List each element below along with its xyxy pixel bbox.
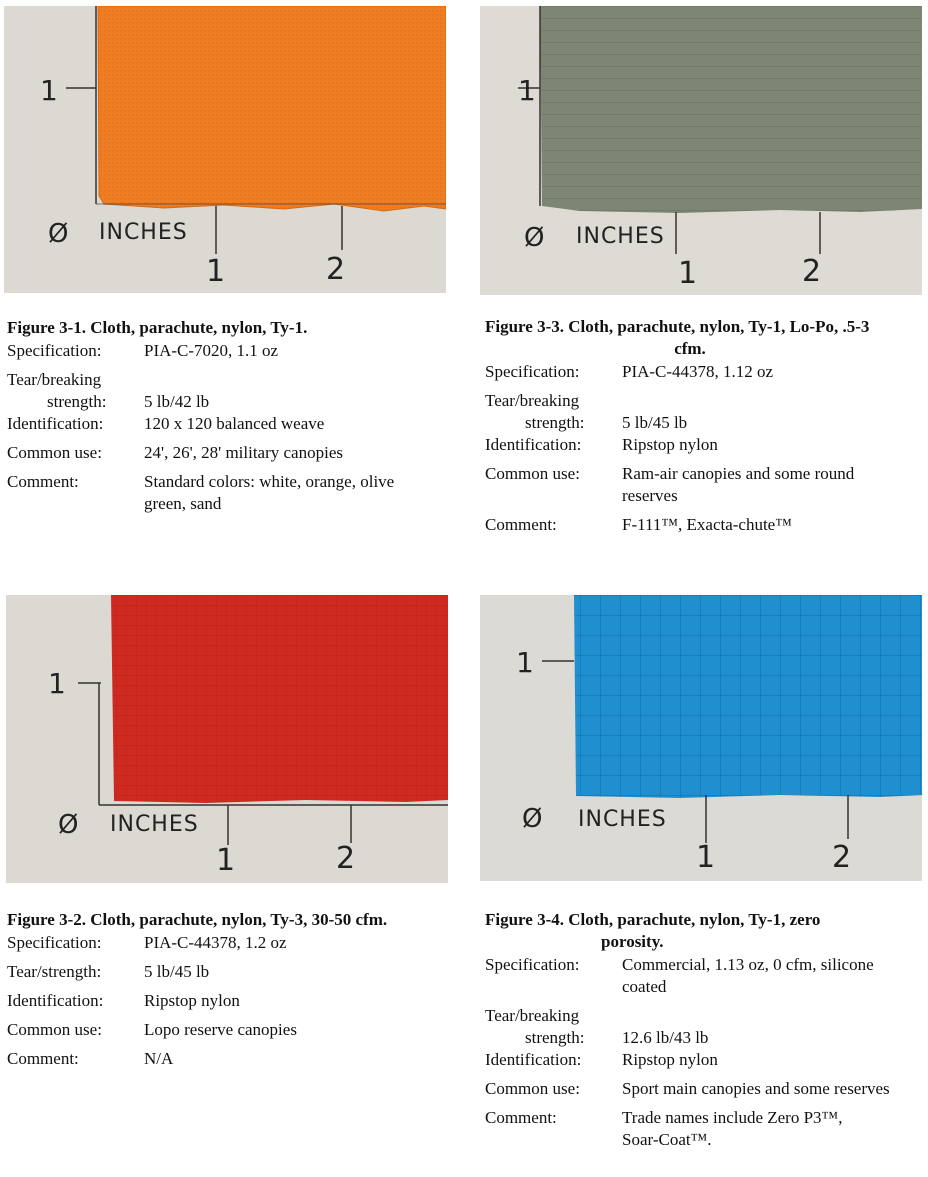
row-value: 12.6 lb/43 lb [622, 1028, 709, 1047]
scale-side-one: 1 [40, 74, 58, 107]
row-value: N/A [144, 1049, 174, 1068]
scale-unit: INCHES [110, 812, 199, 837]
scale-two: 2 [326, 252, 346, 287]
scale-zero: Ø [58, 810, 79, 840]
fabric-photo-3-1-svg [4, 6, 446, 293]
scale-zero: Ø [522, 804, 543, 834]
spec-row-strength [7, 961, 447, 983]
row-value: Lopo reserve canopies [144, 1020, 297, 1039]
scale-zero: Ø [524, 223, 545, 253]
row-value: 5 lb/45 lb [144, 962, 210, 981]
row-value: Ripstop nylon [622, 435, 718, 454]
spec-row-comment [7, 471, 447, 515]
row-label: Common use: [7, 443, 102, 462]
fabric-photo-3-2 [6, 595, 448, 883]
fabric-swatch [111, 595, 448, 803]
spec-row-identification [485, 1049, 925, 1071]
scale-one: 1 [678, 256, 698, 291]
fabric-photo-3-1 [4, 6, 446, 293]
row-label: Identification: [485, 1050, 582, 1069]
spec-row-identification [7, 990, 447, 1012]
spec-row-common-use [7, 442, 447, 464]
figure-title [485, 316, 925, 360]
scale-unit: INCHES [578, 807, 667, 832]
spec-row-specification [485, 361, 925, 383]
figure-title-line2: cfm. [674, 339, 706, 358]
row-value: Standard colors: white, orange, olive green, sand [144, 472, 395, 513]
row-label: Comment: [7, 1049, 79, 1068]
row-value: Ripstop nylon [622, 1050, 718, 1069]
scale-zero: Ø [48, 219, 69, 249]
row-value: 5 lb/42 lb [144, 392, 210, 411]
row-label-line2: strength: [525, 413, 585, 432]
row-value: Trade names include Zero P3™, Soar-Coat™. [622, 1108, 843, 1149]
figure-title: Figure 3-1. Cloth, parachute, nylon, Ty-1. [7, 318, 308, 337]
row-label-line1: Tear/breaking [485, 391, 580, 410]
fabric-photo-3-3 [480, 6, 922, 295]
row-label-line2: strength: [525, 1028, 585, 1047]
scale-side-one: 1 [518, 74, 536, 107]
row-value: F-111™, Exacta-chute™ [622, 515, 792, 534]
figure-title-line1: Figure 3-3. Cloth, parachute, nylon, Ty-1, Lo-Po, .5-3 [485, 317, 870, 336]
row-label: Specification: [7, 933, 102, 952]
fabric-photo-3-2-svg [6, 595, 448, 883]
fabric-swatch [540, 6, 922, 213]
row-value: Sport main canopies and some reserves [622, 1079, 890, 1098]
scale-two: 2 [802, 254, 822, 289]
spec-row-specification [485, 954, 925, 998]
spec-row-identification [485, 434, 925, 456]
row-label [485, 1005, 622, 1049]
spec-row-identification [7, 413, 447, 435]
row-value: 5 lb/45 lb [622, 413, 688, 432]
row-label: Comment: [7, 472, 79, 491]
row-label: Comment: [485, 1108, 557, 1127]
row-value: Ripstop nylon [144, 991, 240, 1010]
row-label-line2: strength: [47, 392, 107, 411]
spec-row-specification [7, 340, 447, 362]
figure-title-line2: porosity. [601, 932, 664, 951]
scale-one: 1 [696, 840, 716, 875]
spec-row-strength [7, 369, 447, 413]
row-value: Ram-air canopies and some round reserves [622, 464, 855, 505]
row-value: PIA-C-44378, 1.12 oz [622, 362, 774, 381]
row-label-line1: Tear/breaking [485, 1006, 580, 1025]
scale-side-one: 1 [48, 667, 66, 700]
row-label [485, 390, 622, 434]
scale-unit: INCHES [576, 224, 665, 249]
scale-two: 2 [832, 840, 852, 875]
row-label: Comment: [485, 515, 557, 534]
figure-title: Figure 3-2. Cloth, parachute, nylon, Ty-3, 30-50 cfm. [7, 910, 388, 929]
spec-row-comment [485, 514, 925, 536]
row-value: Commercial, 1.13 oz, 0 cfm, silicone coated [622, 955, 874, 996]
row-value: 120 x 120 balanced weave [144, 414, 325, 433]
spec-row-comment [7, 1048, 447, 1070]
figure-title [485, 909, 925, 953]
row-label: Common use: [485, 1079, 580, 1098]
row-label: Specification: [7, 341, 102, 360]
row-value: 24', 26', 28' military canopies [144, 443, 343, 462]
fabric-photo-3-4-svg [480, 595, 922, 881]
row-label: Identification: [7, 991, 104, 1010]
caption-3-1 [7, 317, 447, 522]
row-label: Specification: [485, 362, 580, 381]
row-value: PIA-C-44378, 1.2 oz [144, 933, 287, 952]
spec-row-specification [7, 932, 447, 954]
spec-row-strength [485, 390, 925, 434]
spec-row-common-use [485, 463, 925, 507]
row-label [7, 369, 144, 413]
row-label: Common use: [7, 1020, 102, 1039]
spec-row-strength [485, 1005, 925, 1049]
row-label: Specification: [485, 955, 580, 974]
row-label: Identification: [485, 435, 582, 454]
row-label: Common use: [485, 464, 580, 483]
row-value: PIA-C-7020, 1.1 oz [144, 341, 279, 360]
fabric-photo-3-4 [480, 595, 922, 881]
figure-title-line1: Figure 3-4. Cloth, parachute, nylon, Ty-1, zero [485, 910, 821, 929]
scale-one: 1 [216, 843, 236, 878]
scale-one: 1 [206, 254, 226, 289]
spec-row-comment [485, 1107, 925, 1151]
spec-row-common-use [7, 1019, 447, 1041]
row-label-line1: Tear/breaking [7, 370, 102, 389]
spec-row-common-use [485, 1078, 925, 1100]
caption-3-3 [485, 316, 925, 543]
caption-3-4 [485, 909, 925, 1158]
scale-two: 2 [336, 841, 356, 876]
fabric-photo-3-3-svg [480, 6, 922, 295]
fabric-swatch [574, 595, 922, 798]
caption-3-2 [7, 909, 447, 1077]
scale-side-one: 1 [516, 646, 534, 679]
row-label: Identification: [7, 414, 104, 433]
scale-unit: INCHES [99, 220, 188, 245]
row-label: Tear/strength: [7, 962, 102, 981]
fabric-swatch [98, 6, 446, 211]
